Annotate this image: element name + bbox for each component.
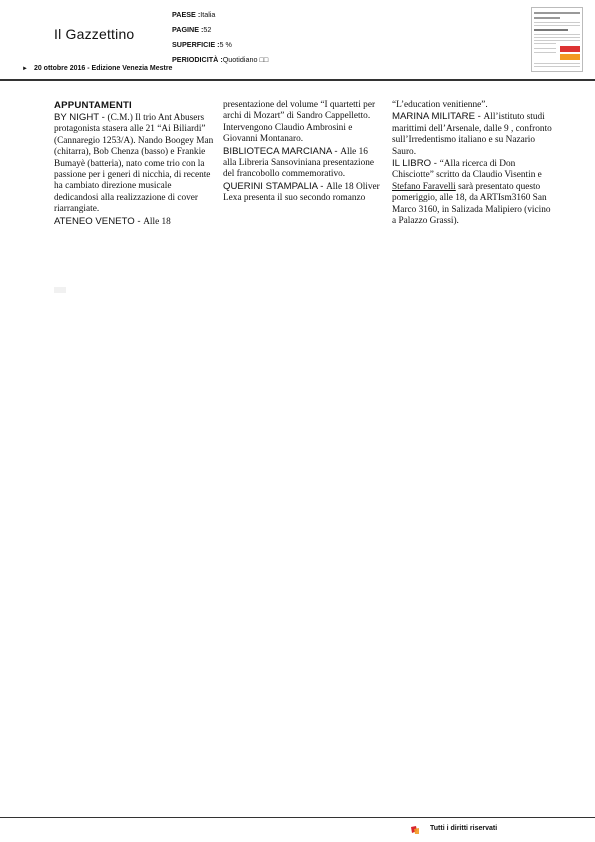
article-column-2 xyxy=(223,100,383,205)
clip-marker xyxy=(54,287,66,293)
newspaper-brand: Il Gazzettino xyxy=(54,26,135,42)
rights-logo-icon xyxy=(411,826,419,834)
paragraph-ateneo-veneto: ATENEO VENETO - Alle 18 xyxy=(54,215,171,227)
paragraph-by-night: BY NIGHT - (C.M.) Il trio Ant Abusers protagonista stasera alle 21 “Ai Biliardi” (Cannaregio 1253/A). Nando Boogey Man (chitarra), Bob Chenza (basso) e Frankie Bumayè (batteria), nato come trio con la passione per i generi di nicchia, di recente ha cambiato direzione musicale dedicandosi alla realizzazione di cover riarrangiate. xyxy=(54,112,214,215)
dateline: ► 20 ottobre 2016 - Edizione Venezia Mestre xyxy=(22,65,173,72)
keyword-il-libro: IL LIBRO - xyxy=(392,158,440,170)
paragraph-querini-cont: “L’education venitienne”. xyxy=(392,100,488,110)
paragraph-biblioteca-marciana: BIBLIOTECA MARCIANA - Alle 16 alla Libreria Sansoviniana presentazione del francobollo commemorativo. xyxy=(223,145,375,180)
article-column-1 xyxy=(54,100,214,228)
meta-periodicity: PERIODICITÀ :Quotidiano □□ xyxy=(172,55,269,64)
meta-surface: SUPERFICIE :5 % xyxy=(172,40,232,49)
paragraph-ateneo-cont: presentazione del volume “I quartetti per archi di Mozart” di Sandro Cappelletto. Intervengono Claudio Ambrosini e Giovanni Montanaro. xyxy=(223,100,376,145)
meta-country: PAESE :Italia xyxy=(172,10,216,19)
keyword-querini-stampalia: QUERINI STAMPALIA - xyxy=(223,180,327,192)
keyword-biblioteca-marciana: BIBLIOTECA MARCIANA - xyxy=(223,145,341,157)
author-link[interactable]: Stefano Faravelli xyxy=(392,181,456,192)
paragraph-querini-stampalia: QUERINI STAMPALIA - Alle 18 Oliver Lexa presenta il suo secondo romanzo xyxy=(223,180,380,204)
paragraph-il-libro: IL LIBRO - “Alla ricerca di Don Chisciotte” scritto da Claudio Visentin e Stefano Faravelli sarà presentato questo pomeriggio, alle 18, da ARTIsm3160 San Marco 3160, in Salizada Malipiero (vicino a Palazzo Grassi). xyxy=(392,158,551,227)
footer-divider xyxy=(0,817,595,818)
paragraph-marina-militare: MARINA MILITARE - All’istituto studi marittimi dell’Arsenale, dalle 9 , confronto sull’Irredentismo italiano e su Nazario Sauro. xyxy=(392,111,552,157)
rights-notice: Tutti i diritti riservati xyxy=(430,825,498,832)
page-thumbnail xyxy=(531,7,583,72)
keyword-ateneo-veneto: ATENEO VENETO - xyxy=(54,215,144,227)
meta-pages: PAGINE :52 xyxy=(172,25,212,34)
keyword-marina-militare: MARINA MILITARE - xyxy=(392,111,484,123)
article-column-3 xyxy=(392,100,552,227)
header-divider xyxy=(0,79,595,81)
section-title: APPUNTAMENTI xyxy=(54,100,132,111)
arrow-icon: ► xyxy=(22,66,28,72)
keyword-by-night: BY NIGHT - xyxy=(54,112,108,123)
